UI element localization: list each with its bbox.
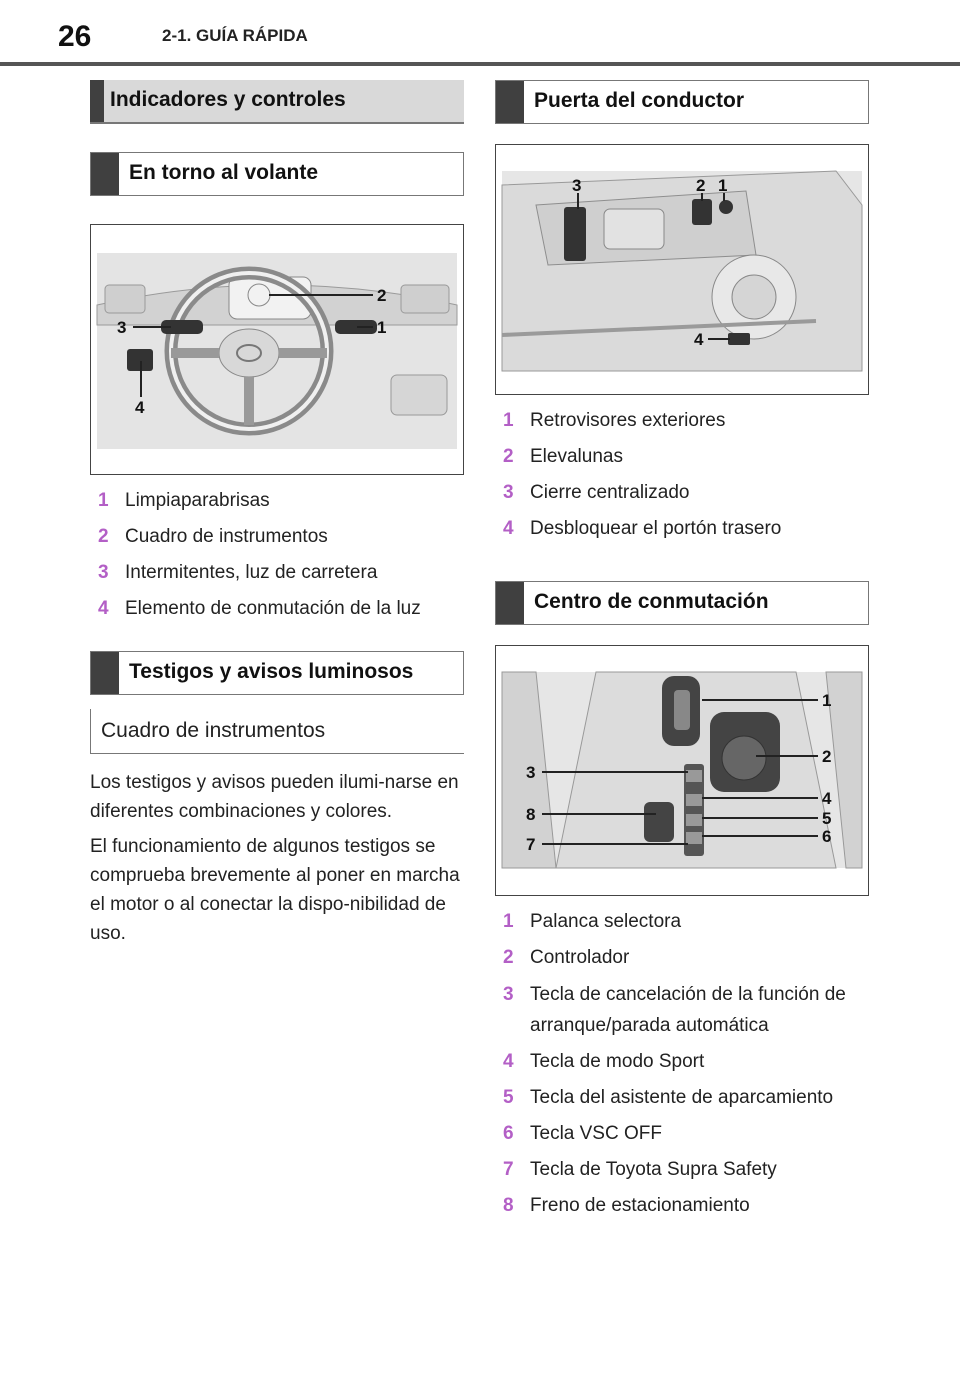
list-item: 4 Tecla de modo Sport: [503, 1051, 705, 1072]
section-heading-text: En torno al volante: [129, 161, 319, 184]
callout-1: 1: [718, 176, 728, 195]
callout-5: 5: [822, 809, 832, 828]
section-heading-text: Centro de conmutación: [534, 590, 769, 613]
list-item: 4 Elemento de conmutación de la luz: [98, 598, 421, 619]
callout-4: 4: [822, 789, 832, 808]
paragraph: Los testigos y avisos pueden ilumi-narse en diferentes combinaciones y colores.: [90, 772, 459, 822]
list-item: 8 Freno de estacionamiento: [503, 1195, 750, 1216]
page-header: [0, 0, 960, 70]
steering-legend: [90, 483, 464, 627]
callout-1: 1: [822, 691, 832, 710]
section-heading-warnings: [90, 651, 464, 695]
callout-3: 3: [572, 176, 582, 195]
callout-7: 7: [526, 835, 536, 854]
list-item: 4 Desbloquear el portón trasero: [503, 518, 782, 539]
callout-3: 3: [117, 318, 127, 337]
paragraph: El funcionamiento de algunos testigos se comprueba brevemente al poner en marcha el motor o al conectar la dispo-nibilidad de uso.: [90, 836, 460, 944]
callout-6: 6: [822, 827, 832, 846]
callout-2: 2: [696, 176, 706, 195]
section-heading-text: Puerta del conductor: [534, 89, 745, 112]
list-item: 1 Retrovisores exteriores: [503, 410, 726, 431]
list-item: 2 Controlador: [503, 947, 630, 968]
section-heading-switch-center: [495, 581, 869, 625]
figure-switch-center: [495, 645, 869, 896]
callout-4: 4: [694, 330, 704, 349]
list-item: 2 Elevalunas: [503, 446, 623, 467]
list-item: 1 Limpiaparabrisas: [98, 490, 270, 511]
list-item: 7 Tecla de Toyota Supra Safety: [503, 1159, 777, 1180]
section-heading-steering: [90, 152, 464, 196]
callout-8: 8: [526, 805, 536, 824]
list-item: 3 Cierre centralizado: [503, 482, 690, 503]
list-item: 2 Cuadro de instrumentos: [98, 526, 328, 547]
figure-driver-door: [495, 144, 869, 395]
callout-1: 1: [377, 318, 387, 337]
header-rule: [0, 62, 960, 66]
list-item: 5 Tecla del asistente de aparcamiento: [503, 1087, 834, 1108]
section-heading-text: Testigos y avisos luminosos: [129, 660, 414, 683]
main-heading-text: Indicadores y controles: [110, 88, 346, 111]
section-heading-driver-door: [495, 80, 869, 124]
callout-3: 3: [526, 763, 536, 782]
chapter-title: 2-1. GUÍA RÁPIDA: [162, 26, 308, 45]
list-item: 3 Intermitentes, luz de carretera: [98, 562, 378, 583]
main-heading: [90, 80, 464, 124]
subheading-instrument-cluster: Cuadro de instrumentos: [90, 709, 464, 754]
callout-4: 4: [135, 398, 145, 417]
left-column: [90, 80, 464, 948]
page-number: 26: [58, 20, 92, 53]
switch-center-legend: [495, 904, 869, 1224]
callout-2: 2: [822, 747, 832, 766]
list-item: 6 Tecla VSC OFF: [503, 1123, 662, 1144]
list-item: 3 Tecla de cancelación de la función de arranque/parada automática: [503, 984, 846, 1036]
right-column: [495, 80, 869, 1224]
callout-2: 2: [377, 286, 387, 305]
door-legend: [495, 403, 869, 547]
list-item: 1 Palanca selectora: [503, 911, 682, 932]
figure-steering-wheel: [90, 224, 464, 475]
